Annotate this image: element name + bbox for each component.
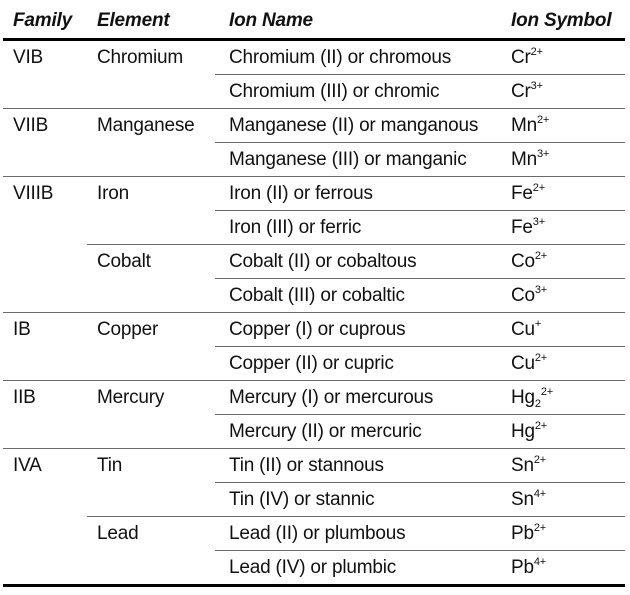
ion-symbol-charge: 2+ — [537, 113, 550, 126]
header-family: Family — [3, 4, 87, 40]
family-cell: IVA — [13, 454, 42, 476]
table-row — [3, 211, 625, 245]
ion-symbol-cell — [499, 177, 625, 211]
ion-symbol-base: Fe — [511, 182, 533, 204]
family-cell — [3, 517, 87, 551]
table-row — [3, 415, 625, 449]
table-row — [3, 517, 625, 551]
table-row — [3, 109, 625, 143]
ion-name-cell: Tin (II) or stannous — [215, 449, 499, 483]
ion-symbol-subscript: 2 — [534, 397, 541, 410]
ion-symbol-cell — [499, 551, 625, 586]
element-cell: Manganese — [97, 114, 195, 136]
ion-symbol-cell — [499, 449, 625, 483]
ion-symbol-cell — [499, 245, 625, 279]
element-cell — [87, 551, 215, 586]
element-cell: Iron — [97, 182, 129, 204]
table-body — [3, 40, 625, 586]
ion-symbol-base: Sn — [511, 488, 534, 510]
ion-symbol-charge: 4+ — [533, 555, 546, 568]
ion-symbol-cell — [499, 517, 625, 551]
element-cell: Tin — [97, 454, 123, 476]
header-ion-symbol: Ion Symbol — [499, 4, 625, 40]
ion-name-cell: Lead (II) or plumbous — [215, 517, 499, 551]
ion-name-cell: Iron (III) or ferric — [215, 211, 499, 245]
ion-symbol-cell — [499, 381, 625, 415]
ion-symbol-base: Cr — [511, 46, 531, 68]
ion-symbol-charge: 2+ — [533, 453, 546, 466]
ion-symbol-cell — [499, 279, 625, 313]
ion-symbol-charge: + — [534, 317, 542, 330]
ion-symbol-charge: 3+ — [532, 215, 545, 228]
table-row — [3, 75, 625, 109]
ion-name-cell: Copper (II) or cupric — [215, 347, 499, 381]
element-cell: Chromium — [97, 46, 184, 68]
element-cell: Copper — [97, 318, 159, 340]
ion-symbol-charge: 2+ — [534, 249, 548, 262]
ion-symbol-base: Co — [511, 284, 535, 306]
element-cell — [87, 75, 215, 109]
family-cell: IB — [13, 318, 31, 340]
element-cell — [87, 347, 215, 381]
ion-symbol-base: Hg — [511, 386, 535, 408]
ion-symbol-cell — [499, 143, 625, 177]
table-row — [3, 449, 625, 483]
ion-symbol-base: Fe — [511, 216, 533, 238]
ion-symbol-charge: 2+ — [530, 45, 543, 58]
ion-symbol-base: Hg — [511, 420, 535, 442]
ion-name-cell: Cobalt (III) or cobaltic — [215, 279, 499, 313]
table-row — [3, 381, 625, 415]
family-cell — [3, 75, 87, 109]
header-ion-name: Ion Name — [215, 4, 499, 40]
ion-symbol-charge: 2+ — [540, 385, 553, 398]
ion-symbol-base: Pb — [511, 556, 534, 578]
ion-symbol-charge: 3+ — [537, 147, 550, 160]
ion-symbol-charge: 3+ — [530, 79, 543, 92]
family-cell: VIIB — [13, 114, 49, 136]
ion-symbol-base: Pb — [511, 522, 534, 544]
table-row — [3, 313, 625, 347]
ion-symbol-cell — [499, 483, 625, 517]
ion-name-cell: Mercury (I) or mercurous — [215, 381, 499, 415]
table-row — [3, 483, 625, 517]
ion-symbol-base: Mn — [511, 114, 537, 136]
element-cell — [87, 143, 215, 177]
ion-symbol-charge: 2+ — [533, 521, 546, 534]
family-cell — [3, 211, 87, 245]
table-row — [3, 177, 625, 211]
ion-name-cell: Tin (IV) or stannic — [215, 483, 499, 517]
ion-name-cell: Chromium (III) or chromic — [215, 75, 499, 109]
element-cell — [87, 211, 215, 245]
ion-symbol-cell — [499, 313, 625, 347]
ion-symbol-charge: 2+ — [532, 181, 545, 194]
family-cell — [3, 279, 87, 313]
header-row — [3, 4, 625, 40]
family-cell: VIB — [13, 46, 44, 68]
family-cell — [3, 143, 87, 177]
ion-name-cell: Manganese (II) or manganous — [215, 109, 499, 143]
ion-name-cell: Manganese (III) or manganic — [215, 143, 499, 177]
element-cell: Mercury — [97, 386, 165, 408]
table-row — [3, 347, 625, 381]
element-cell: Cobalt — [97, 250, 151, 272]
ion-symbol-cell — [499, 109, 625, 143]
ion-name-cell: Lead (IV) or plumbic — [215, 551, 499, 586]
ion-symbol-charge: 4+ — [533, 487, 546, 500]
ion-symbol-charge: 3+ — [534, 283, 548, 296]
ion-symbol-cell — [499, 347, 625, 381]
table-row — [3, 279, 625, 313]
element-cell: Lead — [97, 522, 139, 544]
family-cell — [3, 245, 87, 279]
ion-table — [3, 4, 625, 587]
ion-name-cell: Copper (I) or cuprous — [215, 313, 499, 347]
family-cell: IIB — [13, 386, 36, 408]
family-cell — [3, 347, 87, 381]
ion-name-cell: Mercury (II) or mercuric — [215, 415, 499, 449]
ion-symbol-base: Cu — [511, 352, 535, 374]
element-cell — [87, 415, 215, 449]
ion-symbol-base: Cu — [511, 318, 535, 340]
family-cell — [3, 551, 87, 586]
family-cell — [3, 483, 87, 517]
table-row — [3, 40, 625, 75]
ion-symbol-cell — [499, 415, 625, 449]
ion-symbol-cell — [499, 40, 625, 75]
ion-symbol-base: Co — [511, 250, 535, 272]
ion-symbol-cell — [499, 211, 625, 245]
element-cell — [87, 483, 215, 517]
family-cell — [3, 415, 87, 449]
ion-name-cell: Cobalt (II) or cobaltous — [215, 245, 499, 279]
table-row — [3, 245, 625, 279]
ion-symbol-base: Mn — [511, 148, 537, 170]
ion-symbol-charge: 2+ — [534, 351, 548, 364]
ion-symbol-charge: 2+ — [534, 419, 548, 432]
family-cell: VIIIB — [13, 182, 54, 204]
ion-symbol-base: Sn — [511, 454, 534, 476]
table-row — [3, 143, 625, 177]
ion-symbol-cell — [499, 75, 625, 109]
ion-name-cell: Chromium (II) or chromous — [215, 40, 499, 75]
ion-name-cell: Iron (II) or ferrous — [215, 177, 499, 211]
table-row — [3, 551, 625, 586]
element-cell — [87, 279, 215, 313]
ion-symbol-base: Cr — [511, 80, 531, 102]
header-element: Element — [87, 4, 215, 40]
